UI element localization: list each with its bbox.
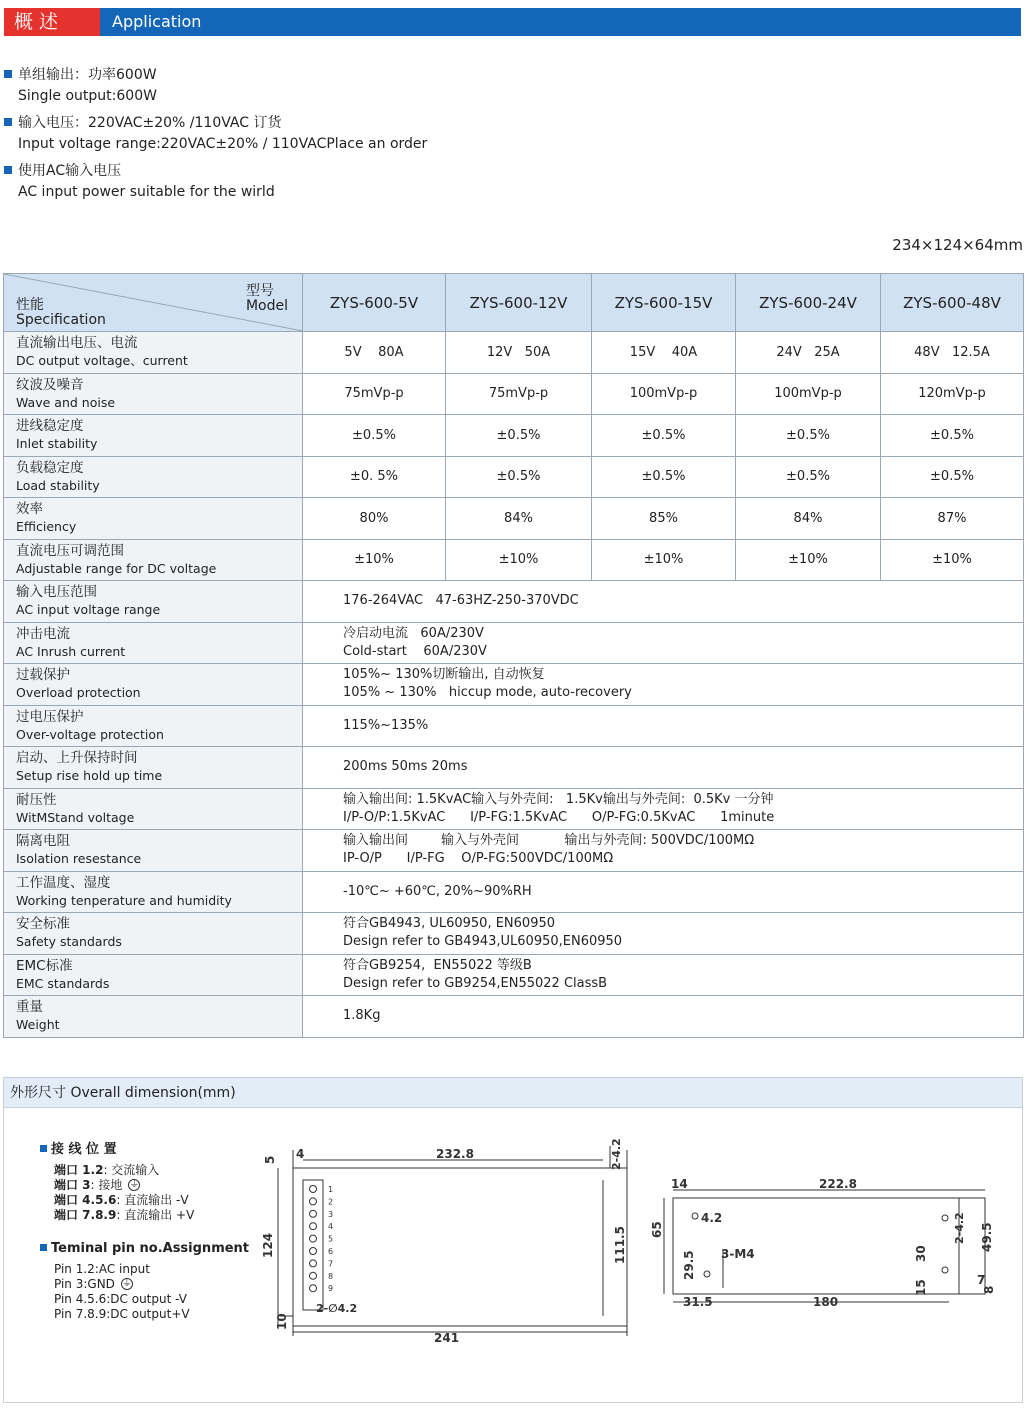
- spec-label: [4, 456, 303, 498]
- spec-label: [4, 664, 303, 706]
- spec-label: [4, 871, 303, 913]
- spec-value: 120mVp-p: [881, 373, 1024, 415]
- spec-label-zh: 效率: [16, 501, 43, 518]
- spec-label-en: AC input voltage range: [16, 602, 161, 618]
- table-row: [4, 788, 1024, 830]
- spec-value-line: Cold-start 60A/230V: [343, 643, 487, 659]
- spec-value: 75mVp-p: [446, 373, 592, 415]
- spec-value-wide: [303, 830, 1024, 872]
- spec-value-wide: [303, 871, 1024, 913]
- spec-value-wide: [303, 788, 1024, 830]
- terminal-screw-icon: [310, 1210, 317, 1217]
- dim-4-2: 4.2: [701, 1211, 723, 1225]
- spec-label-zh: 直流输出电压、电流: [16, 335, 138, 352]
- terminal-screw-icon: [310, 1235, 317, 1242]
- spec-label-en: Inlet stability: [16, 436, 98, 452]
- spec-value-line: 176-264VAC 47-63HZ-250-370VDC: [343, 593, 579, 609]
- spec-label-en: Efficiency: [16, 519, 77, 535]
- terminal-screw-icon: [310, 1186, 317, 1193]
- spec-label-en: Working tenperature and humidity: [16, 892, 232, 908]
- spec-label: [4, 705, 303, 747]
- pin-row-en: Pin 7.8.9:DC output+V: [54, 1307, 190, 1321]
- spec-value: ±10%: [592, 539, 736, 581]
- spec-value-line: 105% ~ 130% hiccup mode, auto-recovery: [343, 685, 632, 701]
- table-row: [4, 622, 1024, 664]
- feature-zh: 输入电压：220VAC±20% /110VAC 订货: [18, 115, 282, 131]
- dim-124: 124: [261, 1232, 275, 1258]
- dim-29-5: 29.5: [682, 1250, 696, 1280]
- spec-value-line: 符合GB4943, UL60950, EN60950: [343, 916, 556, 932]
- model-header: ZYS-600-24V: [736, 274, 881, 332]
- spec-value-wide: [303, 913, 1024, 955]
- pin-row-zh: 端口 7.8.9: 直流输出 +V: [54, 1208, 195, 1222]
- spec-value: ±0.5%: [881, 415, 1024, 457]
- terminal-screw-icon: [310, 1248, 317, 1255]
- spec-label-zh: 纹波及噪音: [16, 376, 84, 393]
- spec-label-zh: EMC标准: [16, 957, 73, 974]
- bullet-square-icon: [4, 70, 12, 78]
- product-size: 234×124×64mm: [892, 236, 1023, 254]
- spec-label-zh: 启动、上升保持时间: [16, 750, 138, 767]
- bullet-square-icon: [40, 1145, 47, 1152]
- spec-value: ±0.5%: [736, 456, 881, 498]
- spec-label-zh: 耐压性: [16, 791, 57, 808]
- dim-31-5: 31.5: [683, 1295, 713, 1309]
- corner-spec-zh: 性能: [16, 297, 44, 313]
- spec-value-line: 输入输出间: 1.5KvAC输入与外壳间: 1.5Kv输出与外壳间: 0.5Kv 一分钟: [343, 791, 774, 807]
- spec-value-line: 105%~ 130%切断输出, 自动恢复: [343, 667, 545, 683]
- spec-label: [4, 498, 303, 540]
- model-header: ZYS-600-15V: [592, 274, 736, 332]
- spec-label-zh: 输入电压范围: [16, 584, 97, 601]
- dim-30: 30: [914, 1245, 928, 1262]
- dim-5: 5: [263, 1155, 277, 1164]
- spec-label: [4, 332, 303, 374]
- ground-icon: [121, 1278, 133, 1290]
- spec-label: [4, 415, 303, 457]
- spec-label-zh: 负载稳定度: [16, 459, 84, 476]
- terminal-screw-icon: [310, 1285, 317, 1292]
- terminal-number: 6: [328, 1247, 334, 1256]
- spec-value: 75mVp-p: [303, 373, 446, 415]
- corner-spec-en: Specification: [16, 312, 106, 328]
- spec-value-wide: [303, 996, 1024, 1038]
- spec-value: ±0.5%: [303, 415, 446, 457]
- table-row: [4, 871, 1024, 913]
- spec-value: ±10%: [303, 539, 446, 581]
- section-header-application: [4, 8, 1021, 36]
- dim-65: 65: [650, 1221, 664, 1238]
- spec-value: ±10%: [881, 539, 1024, 581]
- terminal-number: 3: [328, 1209, 334, 1219]
- terminal-block: [303, 1180, 323, 1310]
- spec-value-line: IP-O/P I/P-FG O/P-FG:500VDC/100MΩ: [343, 851, 614, 867]
- spec-value: 15V 40A: [592, 332, 736, 374]
- model-header: ZYS-600-12V: [446, 274, 592, 332]
- spec-value: 100mVp-p: [736, 373, 881, 415]
- dim-241: 241: [434, 1331, 460, 1345]
- spec-value: ±0.5%: [881, 456, 1024, 498]
- dim-2-4-2: 2-4.2: [610, 1138, 623, 1170]
- feature-zh: 使用AC输入电压: [18, 163, 122, 179]
- dim-232-8: 232.8: [436, 1147, 474, 1161]
- table-row: [4, 332, 1024, 374]
- spec-value-line: 输入输出间 输入与外壳间 输出与外壳间: 500VDC/100MΩ: [343, 833, 755, 849]
- table-row: [4, 913, 1024, 955]
- spec-value: ±0.5%: [592, 456, 736, 498]
- spec-value-wide: [303, 747, 1024, 789]
- spec-value: 87%: [881, 498, 1024, 540]
- dim-222-8: 222.8: [819, 1177, 857, 1191]
- dim-8: 8: [982, 1285, 996, 1294]
- table-header-row: [4, 274, 1024, 332]
- ground-icon: [128, 1179, 140, 1191]
- spec-value: ±0.5%: [446, 456, 592, 498]
- spec-label-en: EMC standards: [16, 975, 110, 991]
- spec-value: ±10%: [736, 539, 881, 581]
- table-row: [4, 456, 1024, 498]
- feature-en: Input voltage range:220VAC±20% / 110VACPlace an order: [18, 136, 428, 152]
- spec-value: 84%: [446, 498, 592, 540]
- spec-label-en: Load stability: [16, 477, 100, 493]
- spec-value: 24V 25A: [736, 332, 881, 374]
- dim-3-m4: 3-M4: [721, 1247, 755, 1261]
- corner-model-zh: 型号: [245, 283, 274, 299]
- pin-assignment: [40, 1142, 249, 1322]
- spec-label-zh: 工作温度、湿度: [16, 874, 111, 891]
- dim-180: 180: [813, 1295, 839, 1309]
- spec-label-en: DC output voltage、current: [16, 353, 188, 369]
- header-title-zh: 概述: [4, 8, 100, 36]
- bullet-square-icon: [4, 166, 12, 174]
- pin-row-zh: 端口 1.2: 交流输入: [54, 1163, 160, 1177]
- bullet-square-icon: [4, 118, 12, 126]
- spec-label-zh: 过载保护: [16, 667, 70, 684]
- pin-row-en: Pin 1.2:AC input: [54, 1262, 150, 1276]
- terminal-number: 2: [328, 1197, 334, 1207]
- spec-value-line: 115%~135%: [343, 717, 429, 733]
- table-row: [4, 539, 1024, 581]
- terminal-screw-icon: [310, 1198, 317, 1205]
- spec-value-line: Design refer to GB9254,EN55022 ClassB: [343, 975, 608, 991]
- spec-label-en: Adjustable range for DC voltage: [16, 560, 217, 576]
- dim-7: 7: [977, 1273, 986, 1287]
- spec-label-zh: 冲击电流: [16, 625, 70, 642]
- table-row: [4, 954, 1024, 996]
- terminal-number: 5: [328, 1234, 334, 1244]
- dim-4: 4: [296, 1147, 305, 1161]
- dimension-section: [3, 1077, 1023, 1403]
- spec-value: ±0.5%: [592, 415, 736, 457]
- spec-value-wide: [303, 954, 1024, 996]
- table-row: [4, 705, 1024, 747]
- spec-value-wide: [303, 622, 1024, 664]
- spec-value: 84%: [736, 498, 881, 540]
- feature-en: AC input power suitable for the wirld: [18, 184, 275, 200]
- spec-label-en: AC Inrush current: [16, 643, 126, 659]
- terminal-number: 9: [328, 1284, 334, 1294]
- terminal-number: 8: [328, 1271, 334, 1281]
- pin-row-zh: 端口 3: 接地⏚: [40, 1178, 249, 1193]
- spec-value-wide: [303, 664, 1024, 706]
- spec-label-zh: 进线稳定度: [16, 418, 84, 435]
- spec-label: [4, 539, 303, 581]
- terminal-number: 4: [328, 1222, 334, 1232]
- spec-value: ±0.5%: [736, 415, 881, 457]
- table-row: [4, 996, 1024, 1038]
- spec-label: [4, 996, 303, 1038]
- spec-label: [4, 830, 303, 872]
- spec-value-line: I/P-O/P:1.5KvAC I/P-FG:1.5KvAC O/P-FG:0.5KvAC 1minute: [343, 809, 775, 825]
- pin-row-zh: 端口 4.5.6: 直流输出 -V: [54, 1193, 189, 1207]
- spec-label-en: Setup rise hold up time: [16, 768, 163, 784]
- spec-value: ±0. 5%: [303, 456, 446, 498]
- spec-value-line: 符合GB9254, EN55022 等级B: [343, 957, 532, 973]
- spec-value-wide: [303, 581, 1024, 623]
- spec-label-en: Overload protection: [16, 685, 141, 701]
- spec-label: [4, 954, 303, 996]
- table-row: [4, 581, 1024, 623]
- spec-label: [4, 581, 303, 623]
- feature-zh: 单组输出：功率600W: [18, 67, 157, 83]
- spec-value: 100mVp-p: [592, 373, 736, 415]
- dimension-title: 外形尺寸 Overall dimension(mm): [4, 1078, 1022, 1108]
- table-row: [4, 498, 1024, 540]
- pins-zh-title: 接 线 位 置: [51, 1142, 117, 1157]
- spec-value-line: 冷启动电流 60A/230V: [343, 625, 484, 641]
- spec-value: 12V 50A: [446, 332, 592, 374]
- header-title-en: Application: [112, 12, 202, 31]
- spec-label: [4, 788, 303, 830]
- feature-en: Single output:600W: [18, 88, 157, 104]
- table-row: [4, 373, 1024, 415]
- model-header: ZYS-600-5V: [303, 274, 446, 332]
- front-view-drawing: [260, 1136, 640, 1346]
- dim-2-phi-4-2: 2-∅4.2: [316, 1302, 358, 1315]
- spec-label-zh: 直流电压可调范围: [16, 542, 124, 559]
- spec-label-en: Safety standards: [16, 934, 122, 950]
- dim-15: 15: [914, 1279, 928, 1296]
- terminal-number: 1: [328, 1185, 334, 1194]
- pin-row-en: Pin 4.5.6:DC output -V: [54, 1292, 187, 1306]
- spec-label-en: WitMStand voltage: [16, 809, 135, 825]
- dim-111-5: 111.5: [613, 1226, 627, 1264]
- spec-label-en: Over-voltage protection: [16, 726, 164, 742]
- terminal-number: 7: [328, 1259, 334, 1269]
- terminal-screw-icon: [310, 1260, 317, 1267]
- model-header: ZYS-600-48V: [881, 274, 1024, 332]
- table-row: [4, 747, 1024, 789]
- spec-value: 5V 80A: [303, 332, 446, 374]
- spec-value: 48V 12.5A: [881, 332, 1024, 374]
- table-row: [4, 830, 1024, 872]
- spec-label-zh: 安全标准: [16, 916, 70, 933]
- table-row: [4, 664, 1024, 706]
- table-corner-cell: [4, 274, 303, 332]
- spec-value-wide: [303, 705, 1024, 747]
- pin-row-en: Pin 3:GND⏚: [40, 1277, 249, 1292]
- spec-table: [3, 273, 1024, 1038]
- corner-model-en: Model: [245, 298, 288, 314]
- spec-label: [4, 373, 303, 415]
- spec-value: 80%: [303, 498, 446, 540]
- terminal-screw-icon: [310, 1272, 317, 1279]
- spec-label-zh: 过电压保护: [16, 708, 84, 725]
- spec-label: [4, 747, 303, 789]
- spec-label: [4, 622, 303, 664]
- dim-14: 14: [671, 1177, 688, 1191]
- spec-value: ±10%: [446, 539, 592, 581]
- terminal-screw-icon: [310, 1223, 317, 1230]
- dim-side-2-4-2: 2-4.2: [953, 1212, 966, 1244]
- spec-value: ±0.5%: [446, 415, 592, 457]
- table-row: [4, 415, 1024, 457]
- side-view-drawing: [650, 1177, 1004, 1309]
- spec-value: 85%: [592, 498, 736, 540]
- spec-label: [4, 913, 303, 955]
- spec-label-en: Isolation resestance: [16, 851, 142, 867]
- spec-value-line: 200ms 50ms 20ms: [343, 759, 468, 775]
- spec-label-zh: 重量: [16, 999, 43, 1016]
- spec-label-en: Weight: [16, 1017, 60, 1033]
- spec-label-en: Wave and noise: [16, 394, 116, 410]
- spec-value-line: -10℃~ +60℃, 20%~90%RH: [343, 883, 532, 899]
- dim-10: 10: [275, 1313, 289, 1330]
- spec-label-zh: 隔离电阻: [16, 833, 70, 850]
- spec-value-line: 1.8Kg: [343, 1008, 381, 1024]
- dim-49-5: 49.5: [980, 1222, 994, 1252]
- spec-value-line: Design refer to GB4943,UL60950,EN60950: [343, 934, 623, 950]
- bullet-square-icon: [40, 1244, 47, 1251]
- pins-en-title: Teminal pin no.Assignment: [51, 1241, 250, 1256]
